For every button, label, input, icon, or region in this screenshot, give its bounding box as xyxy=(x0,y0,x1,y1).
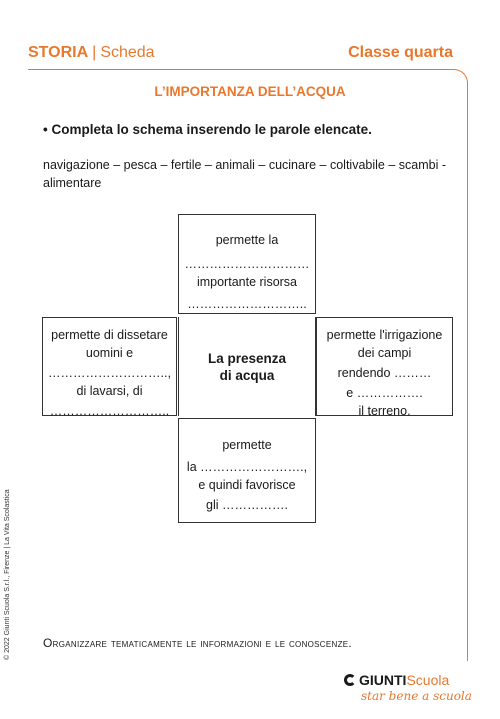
schema-box-right xyxy=(316,317,453,416)
logo-tagline: star bene a scuola xyxy=(361,689,472,703)
left-line-1: permette di dissetare xyxy=(51,328,168,342)
page-title: L’IMPORTANZA DELL’ACQUA xyxy=(154,84,346,99)
right-line-5: il terreno. xyxy=(358,404,411,418)
top-blank-2: ……………………….. xyxy=(187,297,307,311)
copyright-notice: © 2022 Giunti Scuola S.r.l., Firenze | La Vita Scolastica xyxy=(4,489,11,660)
word-list: navigazione – pesca – fertile – animali – cucinare – coltivabile – scambi - alimentare xyxy=(43,158,446,190)
header-subject-line xyxy=(28,44,155,62)
sheet-type-label: Scheda xyxy=(100,44,155,61)
subject-label: STORIA xyxy=(28,44,89,61)
center-label: La presenza di acqua xyxy=(207,350,287,383)
instruction-text: • Completa lo schema inserendo le parole elencate. xyxy=(43,122,372,137)
right-line-2: dei campi xyxy=(357,346,412,360)
footer-objective: Organizzare tematicamente le informazioni e le conoscenze. xyxy=(43,636,353,650)
right-line-1: permette l'irrigazione xyxy=(326,328,443,342)
top-line-1: permette la xyxy=(215,233,279,247)
giunti-scuola-logo xyxy=(344,672,472,708)
top-line-3: importante risorsa xyxy=(196,275,298,289)
bottom-line-3: e quindi favorisce xyxy=(198,478,296,492)
bottom-blank-2: gli ……………. xyxy=(206,498,288,512)
schema-box-left xyxy=(42,317,177,416)
header-separator: | xyxy=(92,44,97,61)
class-label: Classe quarta xyxy=(348,44,453,61)
bottom-line-1: permette xyxy=(222,438,272,452)
giunti-g-icon xyxy=(344,674,356,686)
logo-giunti: GIUNTI xyxy=(359,672,407,688)
right-blank-1: rendendo ……… xyxy=(337,366,432,380)
left-blank-1: ……………………….., xyxy=(48,366,171,380)
left-line-2: uomini e xyxy=(85,346,134,360)
logo-scuola: Scuola xyxy=(406,672,450,688)
schema-box-bottom xyxy=(178,418,316,523)
schema-box-top xyxy=(178,214,316,314)
top-blank-1: ………………………… xyxy=(184,257,310,271)
left-blank-2: ……………………….. xyxy=(49,404,170,418)
right-blank-2: e ……………. xyxy=(346,386,423,400)
schema-box-center xyxy=(178,317,316,416)
bottom-blank-1: la ……………………., xyxy=(186,460,308,474)
left-line-4: di lavarsi, di xyxy=(76,384,143,398)
